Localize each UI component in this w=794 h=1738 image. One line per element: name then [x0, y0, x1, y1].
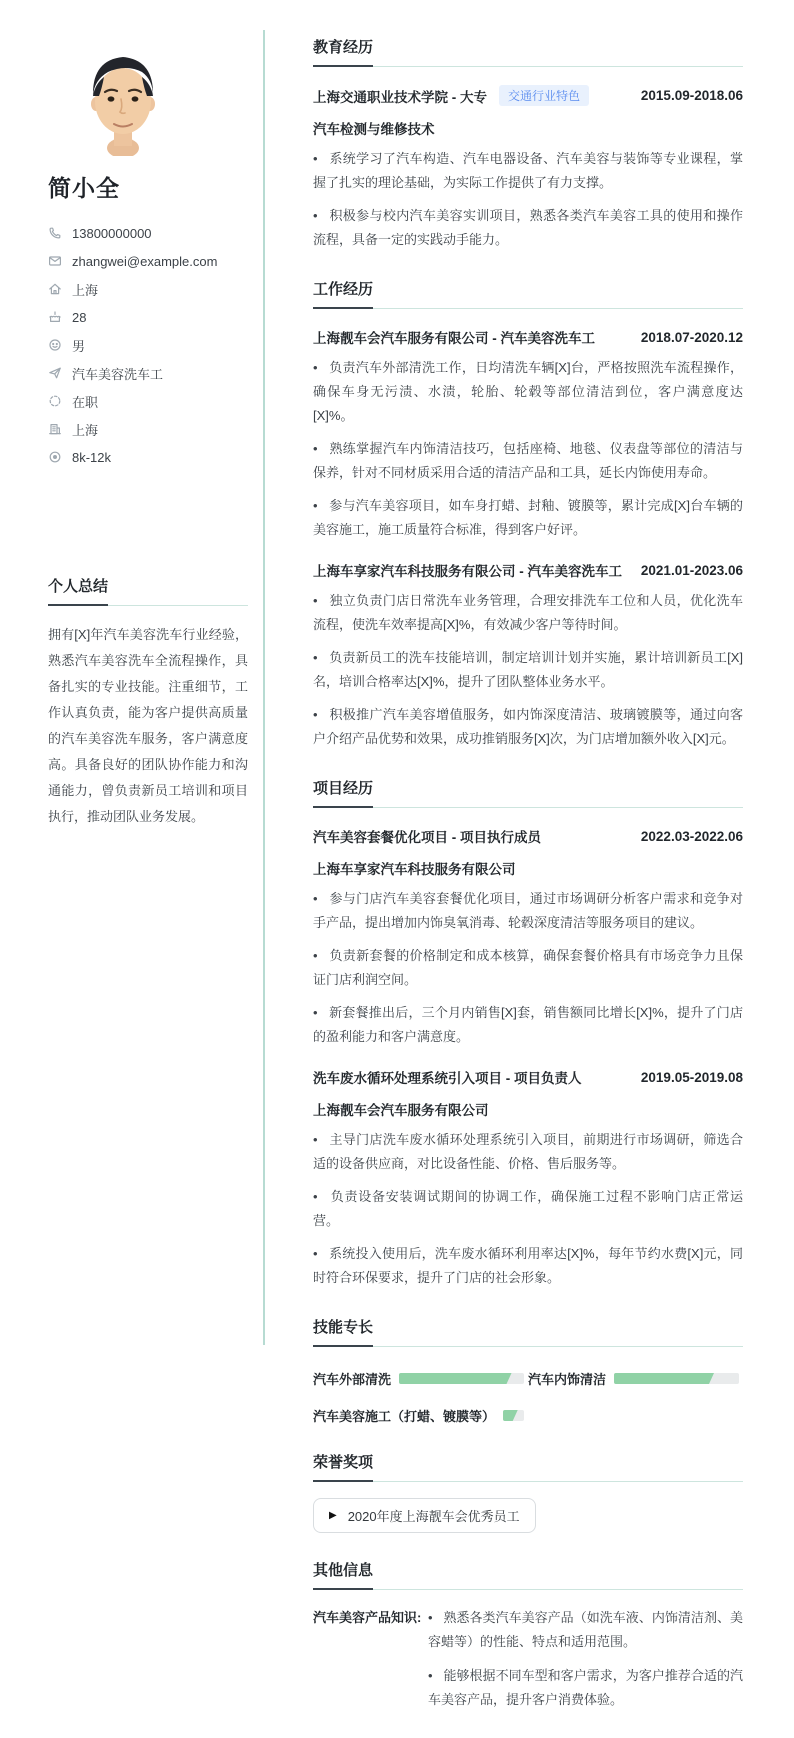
- work-date: 2018.07-2020.12: [640, 329, 743, 345]
- contact-location: [48, 275, 248, 303]
- work-bullet: • 熟练掌握汽车内饰清洁技巧，包括座椅、地毯、仪表盘等部位的清洁与保养，针对不同材质采用合适的清洁产品和工具，延长内饰使用寿命。: [313, 437, 743, 485]
- personal-summary-section: [48, 575, 248, 830]
- project-title: 项目经历: [313, 777, 743, 808]
- project-bullet: • 新套餐推出后，三个月内销售[X]套，销售额同比增长[X]%，提升了门店的盈利能力和客户满意度。: [313, 1001, 743, 1049]
- project-item: [313, 826, 743, 1049]
- summary-title: 个人总结: [48, 575, 248, 606]
- other-info-bullet: • 能够根据不同车型和客户需求，为客户推荐合适的汽车美容产品，提升客户消费体验。: [428, 1664, 743, 1712]
- work-bullet: • 负责新员工的洗车技能培训，制定培训计划并实施，累计培训新员工[X]名，培训合格率达[X]%，提升了团队整体业务水平。: [313, 646, 743, 694]
- skill-bar: [614, 1373, 739, 1384]
- work-bullet: • 积极推广汽车美容增值服务，如内饰深度清洁、玻璃镀膜等，通过向客户介绍产品优势和效果，成功推销服务[X]次，为门店增加额外收入[X]元。: [313, 703, 743, 751]
- contact-phone: [48, 219, 248, 247]
- project-company: 上海靓车会汽车服务有限公司: [313, 1103, 489, 1118]
- home-icon: [48, 282, 62, 296]
- other-info-section: [313, 1559, 743, 1712]
- contact-age: [48, 303, 248, 331]
- project-bullet: • 负责设备安装调试期间的协调工作，确保施工过程不影响门店正常运营。: [313, 1185, 743, 1233]
- work-item: [313, 560, 743, 751]
- work-section: [313, 278, 743, 751]
- status-icon: [48, 394, 62, 408]
- cake-icon: [48, 310, 62, 324]
- work-company-role: 上海靓车会汽车服务有限公司 - 汽车美容洗车工: [313, 331, 595, 346]
- play-triangle-icon: ▶: [329, 1510, 337, 1521]
- other-info-title: 其他信息: [313, 1559, 743, 1590]
- contact-list: [48, 219, 248, 471]
- contact-age-text: 28: [72, 309, 87, 325]
- project-bullet: • 主导门店洗车废水循环处理系统引入项目，前期进行市场调研，筛选合适的设备供应商，对比设备性能、价格、售后服务等。: [313, 1128, 743, 1176]
- candidate-name: 简小全: [48, 175, 120, 201]
- skill-item: [528, 1369, 743, 1388]
- building-icon: [48, 422, 62, 436]
- contact-email-text: zhangwei@example.com: [72, 253, 218, 269]
- contact-job-intention: [48, 359, 248, 387]
- skill-label: 汽车美容施工（打蜡、镀膜等）: [313, 1409, 496, 1424]
- skill-list: [313, 1351, 743, 1425]
- work-item: [313, 327, 743, 542]
- work-bullet: • 负责汽车外部清洗工作，日均清洗车辆[X]台，严格按照洗车流程操作，确保车身无污渍、水渍，轮胎、轮毂等部位清洁到位，客户满意度达[X]%。: [313, 356, 743, 428]
- skill-label: 汽车外部清洗: [313, 1372, 392, 1387]
- education-bullet: • 系统学习了汽车构造、汽车电器设备、汽车美容与装饰等专业课程，掌握了扎实的理论基础，为实际工作提供了有力支撑。: [313, 147, 743, 195]
- contact-phone-text: 13800000000: [72, 225, 152, 241]
- education-major: 汽车检测与维修技术: [313, 122, 435, 137]
- skill-bar: [503, 1410, 524, 1421]
- work-title: 工作经历: [313, 278, 743, 309]
- project-bullet: • 参与门店汽车美容套餐优化项目，通过市场调研分析客户需求和竞争对手产品，提出增加内饰臭氧消毒、轮毂深度清洁等服务项目的建议。: [313, 887, 743, 935]
- paper-plane-icon: [48, 366, 62, 380]
- contact-city: [48, 415, 248, 443]
- contact-salary-text: 8k-12k: [72, 449, 112, 465]
- skill-item: [313, 1369, 528, 1388]
- education-tag[interactable]: 交通行业特色: [499, 85, 589, 106]
- summary-text: 拥有[X]年汽车美容洗车行业经验，熟悉汽车美容洗车全流程操作，具备扎实的专业技能。注重细节，工作认真负责，能为客户提供高质量的汽车美容洗车服务，客户满意度高。具备良好的团队协作能力和沟通能力，曾负责新员工培训和项目执行，推动团队业务发展。: [48, 627, 248, 824]
- skills-title: 技能专长: [313, 1316, 743, 1347]
- skill-label: 汽车内饰清洁: [528, 1372, 607, 1387]
- skill-item: [313, 1406, 528, 1425]
- education-title: 教育经历: [313, 36, 743, 67]
- other-info-bullet: • 熟悉各类汽车美容产品（如洗车液、内饰清洁剂、美容蜡等）的性能、特点和适用范围。: [428, 1606, 743, 1654]
- contact-city-text: 上海: [72, 422, 99, 438]
- project-bullet: • 负责新套餐的价格制定和成本核算，确保套餐价格具有市场竞争力且保证门店利润空间。: [313, 944, 743, 992]
- other-info-item: [313, 1606, 743, 1712]
- salary-icon: [48, 450, 62, 464]
- email-icon: [48, 254, 62, 268]
- education-bullet: • 积极参与校内汽车美容实训项目，熟悉各类汽车美容工具的使用和操作流程，具备一定的实践动手能力。: [313, 204, 743, 252]
- project-date: 2019.05-2019.08: [640, 1069, 743, 1085]
- profile-photo: [66, 44, 180, 156]
- skill-bar: [399, 1373, 524, 1384]
- project-name-role: 洗车废水循环处理系统引入项目 - 项目负责人: [313, 1071, 582, 1086]
- project-date: 2022.03-2022.06: [640, 828, 743, 844]
- work-bullet: • 参与汽车美容项目，如车身打蜡、封釉、镀膜等，累计完成[X]台车辆的美容施工，施工质量符合标准，得到客户好评。: [313, 494, 743, 542]
- honor-text: 2020年度上海靓车会优秀员工: [347, 1509, 520, 1524]
- contact-status: [48, 387, 248, 415]
- education-school: 上海交通职业技术学院 - 大专 交通行业特色: [313, 85, 589, 106]
- education-section: [313, 36, 743, 252]
- project-company: 上海车享家汽车科技服务有限公司: [313, 862, 516, 877]
- gender-icon: [48, 338, 62, 352]
- education-date: 2015.09-2018.06: [640, 88, 743, 103]
- other-info-label: 汽车美容产品知识:: [313, 1610, 422, 1625]
- project-section: [313, 777, 743, 1290]
- project-item: [313, 1067, 743, 1290]
- work-date: 2021.01-2023.06: [640, 562, 743, 578]
- phone-icon: [48, 226, 62, 240]
- contact-salary: [48, 443, 248, 471]
- work-company-role: 上海车享家汽车科技服务有限公司 - 汽车美容洗车工: [313, 564, 622, 579]
- vertical-divider: [263, 30, 265, 1345]
- sidebar: [48, 44, 248, 830]
- project-name-role: 汽车美容套餐优化项目 - 项目执行成员: [313, 830, 541, 845]
- honors-section: [313, 1451, 743, 1533]
- contact-gender: [48, 331, 248, 359]
- skills-section: [313, 1316, 743, 1425]
- honors-title: 荣誉奖项: [313, 1451, 743, 1482]
- work-bullet: • 独立负责门店日常洗车业务管理，合理安排洗车工位和人员，优化洗车流程，使洗车效率提高[X]%，有效减少客户等待时间。: [313, 589, 743, 637]
- honor-badge[interactable]: [313, 1498, 536, 1533]
- contact-email: [48, 247, 248, 275]
- contact-status-text: 在职: [72, 394, 99, 410]
- project-bullet: • 系统投入使用后，洗车废水循环利用率达[X]%，每年节约水费[X]元，同时符合环保要求，提升了门店的社会形象。: [313, 1242, 743, 1290]
- contact-gender-text: 男: [72, 338, 86, 354]
- main-content: [313, 36, 743, 1738]
- education-item: [313, 85, 743, 252]
- contact-job-text: 汽车美容洗车工: [72, 366, 164, 382]
- contact-location-text: 上海: [72, 282, 99, 298]
